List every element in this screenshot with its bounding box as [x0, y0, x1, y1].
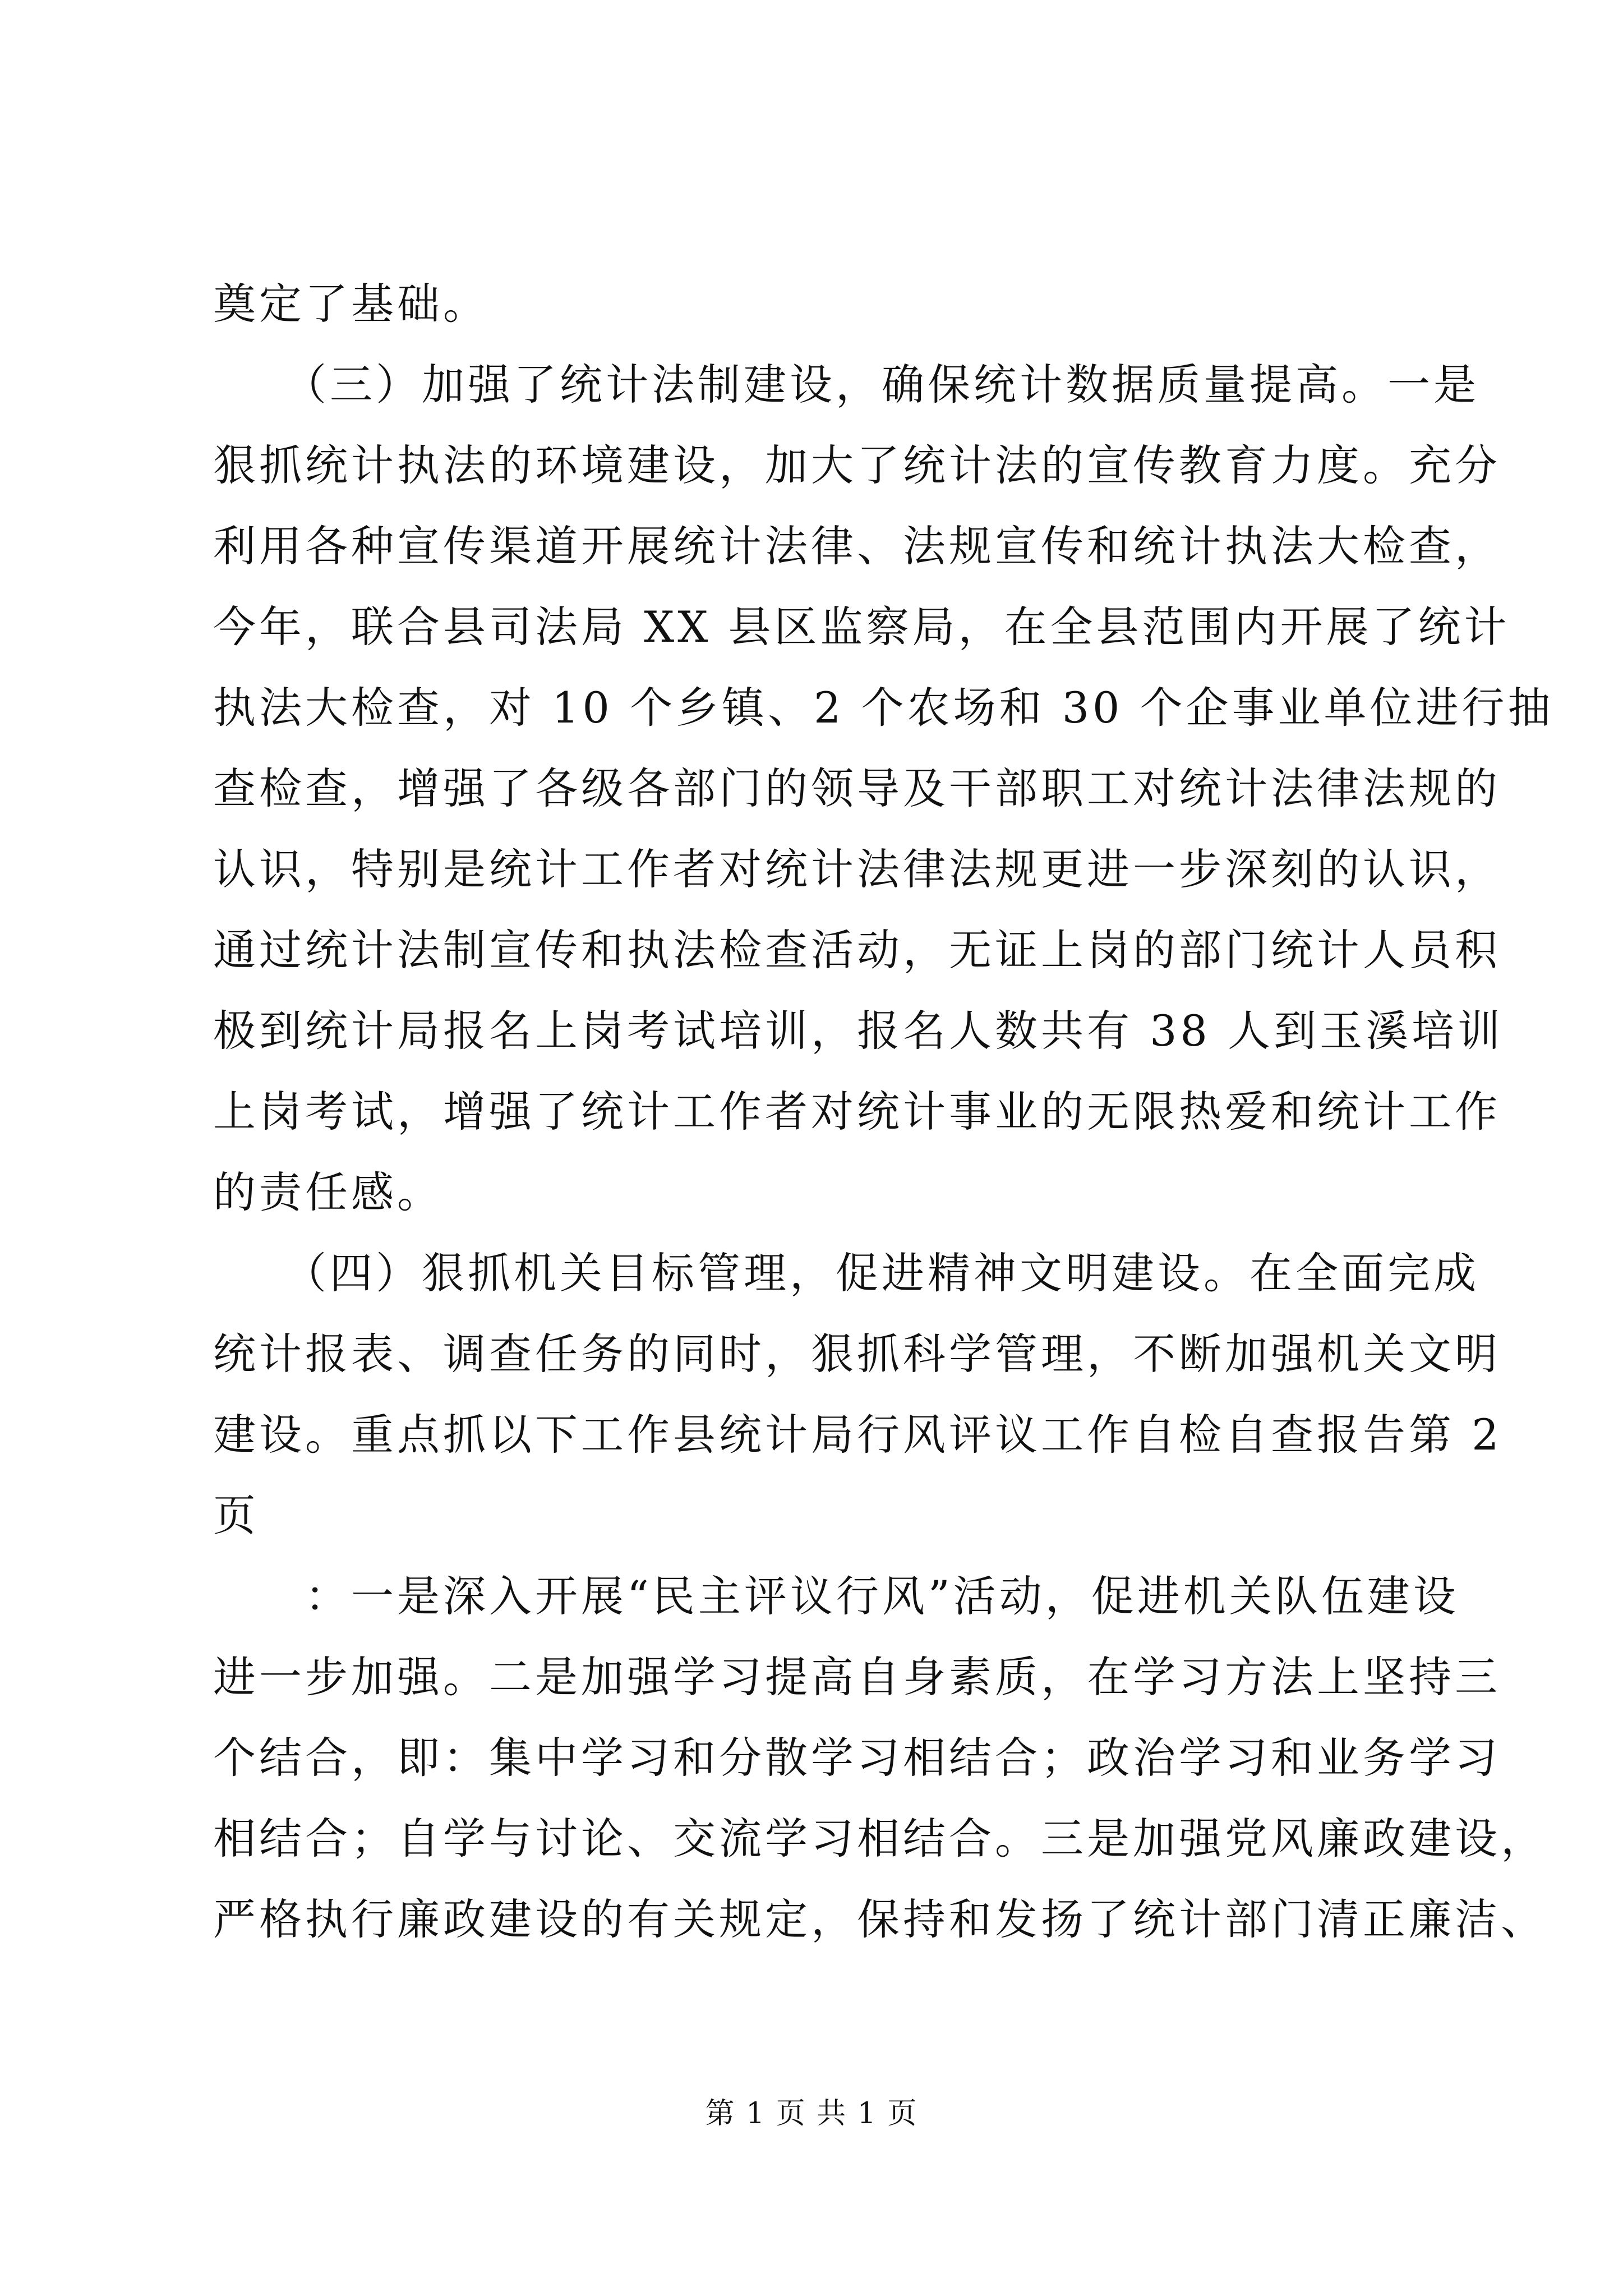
text-line: （四）狠抓机关目标管理，促进精神文明建设。在全面完成: [213, 1248, 1479, 1298]
text-line: 严格执行廉政建设的有关规定，保持和发扬了统计部门清正廉洁、: [213, 1894, 1547, 1944]
text-line: 利用各种宣传渠道开展统计法律、法规宣传和统计执法大检查，: [213, 521, 1501, 571]
text-line: （三）加强了统计法制建设，确保统计数据质量提高。一是: [213, 360, 1479, 409]
text-line: 个结合，即：集中学习和分散学习相结合；政治学习和业务学习: [213, 1733, 1501, 1783]
text-line: 建设。重点抓以下工作县统计局行风评议工作自检自查报告第 2: [213, 1410, 1502, 1460]
text-line: 认识，特别是统计工作者对统计法律法规更进一步深刻的认识，: [213, 844, 1501, 894]
text-line: 执法大检查，对 10 个乡镇、2 个农场和 30 个企事业单位进行抽: [213, 683, 1554, 733]
text-line: 进一步加强。二是加强学习提高自身素质，在学习方法上坚持三: [213, 1652, 1501, 1702]
text-line: 上岗考试，增强了统计工作者对统计事业的无限热爱和统计工作: [213, 1087, 1501, 1137]
text-line: 奠定了基础。: [213, 279, 489, 329]
document-body: [213, 264, 1554, 1960]
page-footer: 第 1 页 共 1 页: [705, 2097, 918, 2131]
text-line: 今年，联合县司法局 XX 县区监察局，在全县范围内开展了统计: [213, 602, 1510, 652]
text-line: 相结合；自学与讨论、交流学习相结合。三是加强党风廉政建设，: [213, 1814, 1547, 1864]
text-line: 极到统计局报名上岗考试培训，报名人数共有 38 人到玉溪培训: [213, 1006, 1504, 1056]
text-line: ：一是深入开展“民主评议行风”活动，促进机关队伍建设: [213, 1571, 1459, 1621]
text-line: 统计报表、调查任务的同时，狠抓科学管理，不断加强机关文明: [213, 1329, 1501, 1379]
text-line: 查检查，增强了各级各部门的领导及干部职工对统计法律法规的: [213, 763, 1501, 813]
text-line: 的责任感。: [213, 1167, 443, 1217]
text-line: 页: [213, 1490, 259, 1540]
text-line: 狠抓统计执法的环境建设，加大了统计法的宣传教育力度。充分: [213, 440, 1501, 490]
text-line: 通过统计法制宣传和执法检查活动，无证上岗的部门统计人员积: [213, 925, 1501, 975]
